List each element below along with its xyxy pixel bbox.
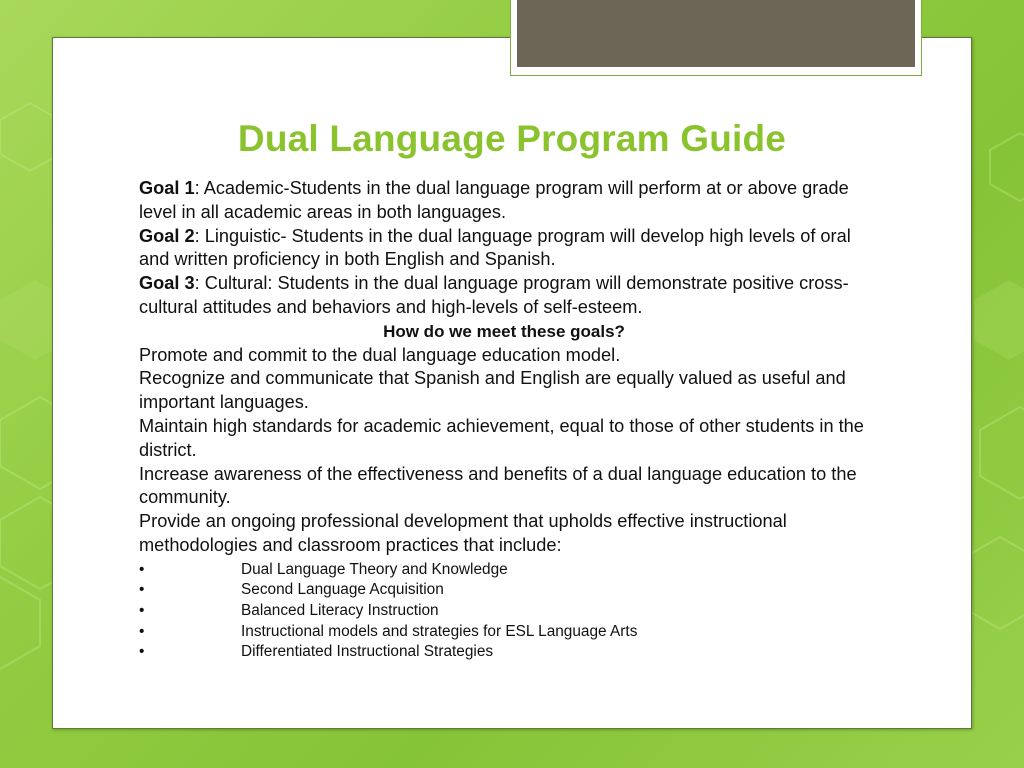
list-item-text: Instructional models and strategies for ESL Language Arts — [241, 622, 638, 640]
strategy-item: Provide an ongoing professional development that upholds effective instructional methodologies and classroom practices that include: — [139, 511, 787, 555]
strategy-item: Maintain high standards for academic achievement, equal to those of other students in the district. — [139, 415, 864, 460]
list-item — [139, 642, 869, 663]
goal-3-text: : Cultural: Students in the dual language program will demonstrate positive cross-cultural attitudes and behaviors and high-levels of self-esteem. — [139, 273, 849, 317]
bullet-icon: • — [139, 643, 145, 661]
goal-3-label: Goal 3 — [139, 273, 195, 294]
training-topics-list — [139, 560, 869, 663]
goal-2-text: : Linguistic- Students in the dual language program will develop high levels of oral and written proficiency in both English and Spanish. — [139, 225, 851, 270]
corner-decorative-block — [517, 0, 915, 67]
list-item — [139, 580, 869, 601]
list-item-text: Dual Language Theory and Knowledge — [241, 560, 508, 578]
bullet-icon: • — [139, 622, 145, 640]
strategy-item: Promote and commit to the dual language education model. — [139, 344, 621, 365]
goal-3 — [139, 272, 869, 320]
question-heading: How do we meet these goals? — [383, 321, 625, 341]
list-item-text: Second Language Acquisition — [241, 581, 444, 599]
goal-2 — [139, 225, 869, 273]
bullet-icon: • — [139, 601, 145, 619]
goal-1-label: Goal 1 — [139, 178, 195, 198]
bullet-icon: • — [139, 581, 145, 599]
slide-title: Dual Language Program Guide — [237, 118, 787, 159]
list-item-text: Differentiated Instructional Strategies — [241, 643, 494, 661]
list-item — [139, 601, 869, 622]
strategy-item: Recognize and communicate that Spanish and English are equally valued as useful and important languages. — [139, 368, 846, 413]
list-item-text: Balanced Literacy Instruction — [241, 601, 439, 619]
goal-2-label: Goal 2 — [139, 225, 195, 246]
goal-1-text: : Academic-Students in the dual language program will perform at or above grade level in all academic areas in both languages. — [139, 178, 849, 222]
list-item — [139, 622, 869, 643]
goal-1 — [139, 177, 869, 225]
bullet-icon: • — [139, 560, 145, 578]
strategy-item: Increase awareness of the effectiveness and benefits of a dual language education to the community. — [139, 463, 857, 508]
slide-body — [139, 177, 869, 663]
list-item — [139, 560, 869, 581]
